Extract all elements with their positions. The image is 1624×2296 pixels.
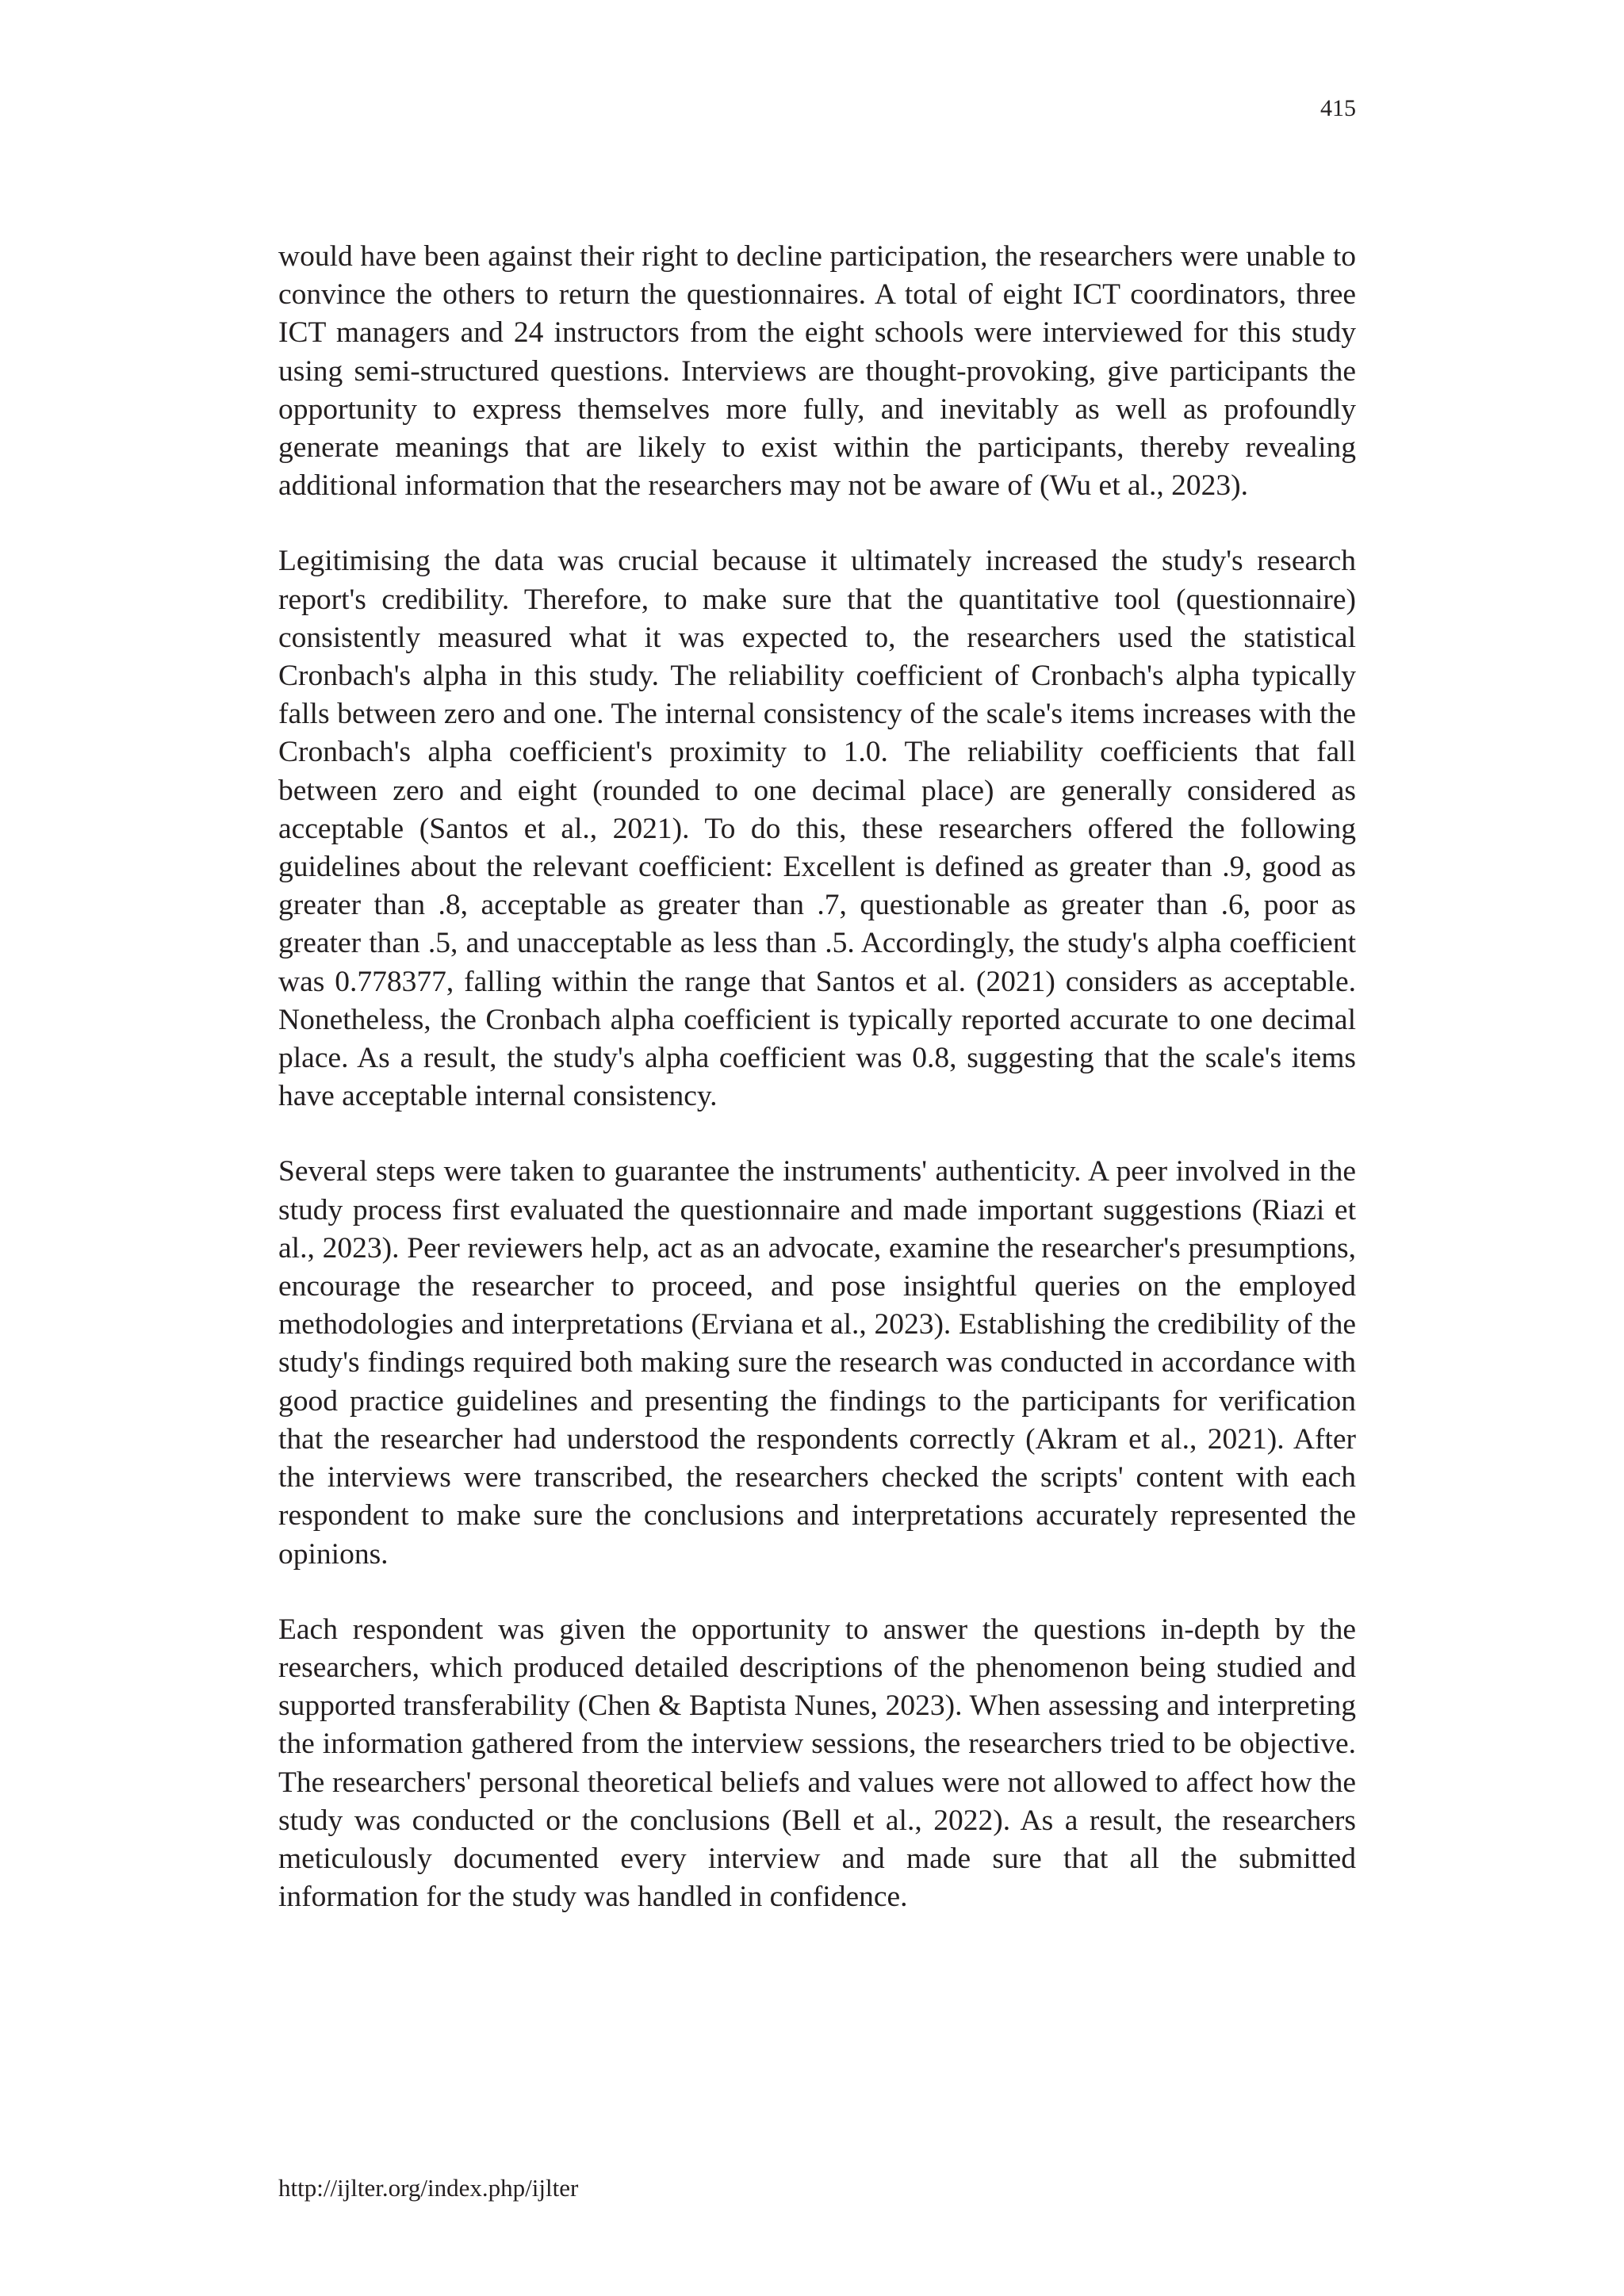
page-number: 415 [1320,95,1356,121]
paragraph-authenticity-credibility: Several steps were taken to guarantee the instruments' authenticity. A peer involved in the study process first evaluated the questionnaire and made important suggestions (Riazi et al., 2023). Peer reviewers help, act as an advocate, examine the researcher's presumptions, encourage the researcher to proceed, and pose insightful queries on the employed methodologies and interpretations (Erviana et al., 2023). Establishing the credibility of the study's findings required both making sure the research was conducted in accordance with good practice guidelines and presenting the findings to the participants for verification that the researcher had understood the respondents correctly (Akram et al., 2021). After the interviews were transcribed, the researchers checked the scripts' content with each respondent to make sure the conclusions and interpretations accurately represented the opinions. [278,1155,1356,1571]
paragraph-reliability-cronbach-alpha: Legitimising the data was crucial because it ultimately increased the study's research report's credibility. Therefore, to make sure that the quantitative tool (questionnaire) consistently measured what it was expected to, the researchers used the statistical Cronbach's alpha in this study. The reliability coefficient of Cronbach's alpha typically falls between zero and one. The internal consistency of the scale's items increases with the Cronbach's alpha coefficient's proximity to 1.0. The reliability coefficients that fall between zero and eight (rounded to one decimal place) are generally considered as acceptable (Santos et al., 2021). To do this, these researchers offered the following guidelines about the relevant coefficient: Excellent is defined as greater than .9, good as greater than .8, acceptable as greater than .7, questionable as greater than .6, poor as greater than .5, and unacceptable as less than .5. Accordingly, the study's alpha coefficient was 0.778377, falling within the range that Santos et al. (2021) considers as acceptable. Nonetheless, the Cronbach alpha coefficient is typically reported accurate to one decimal place. As a result, the study's alpha coefficient was 0.8, suggesting that the scale's items have acceptable internal consistency. [278,545,1356,1113]
paragraph-participants-interviews: would have been against their right to decline participation, the researchers were unable to convince the others to return the questionnaires. A total of eight ICT coordinators, three ICT managers and 24 instructors from the eight schools were interviewed for this study using semi-structured questions. Interviews are thought-provoking, give participants the opportunity to express themselves more fully, and inevitably as well as profoundly generate meanings that are likely to exist within the participants, thereby revealing additional information that the researchers may not be aware of (Wu et al., 2023). [278,240,1356,503]
paragraph-transferability-confidentiality: Each respondent was given the opportunity to answer the questions in-depth by the researchers, which produced detailed descriptions of the phenomenon being studied and supported transferability (Chen & Baptista Nunes, 2023). When assessing and interpreting the information gathered from the interview sessions, the researchers tried to be objective. The researchers' personal theoretical beliefs and values were not allowed to affect how the study was conducted or the conclusions (Bell et al., 2022). As a result, the researchers meticulously documented every interview and made sure that all the submitted information for the study was handled in confidence. [278,1613,1356,1914]
footer-url: http://ijlter.org/index.php/ijlter [278,2174,579,2202]
body-text [278,238,1356,1954]
